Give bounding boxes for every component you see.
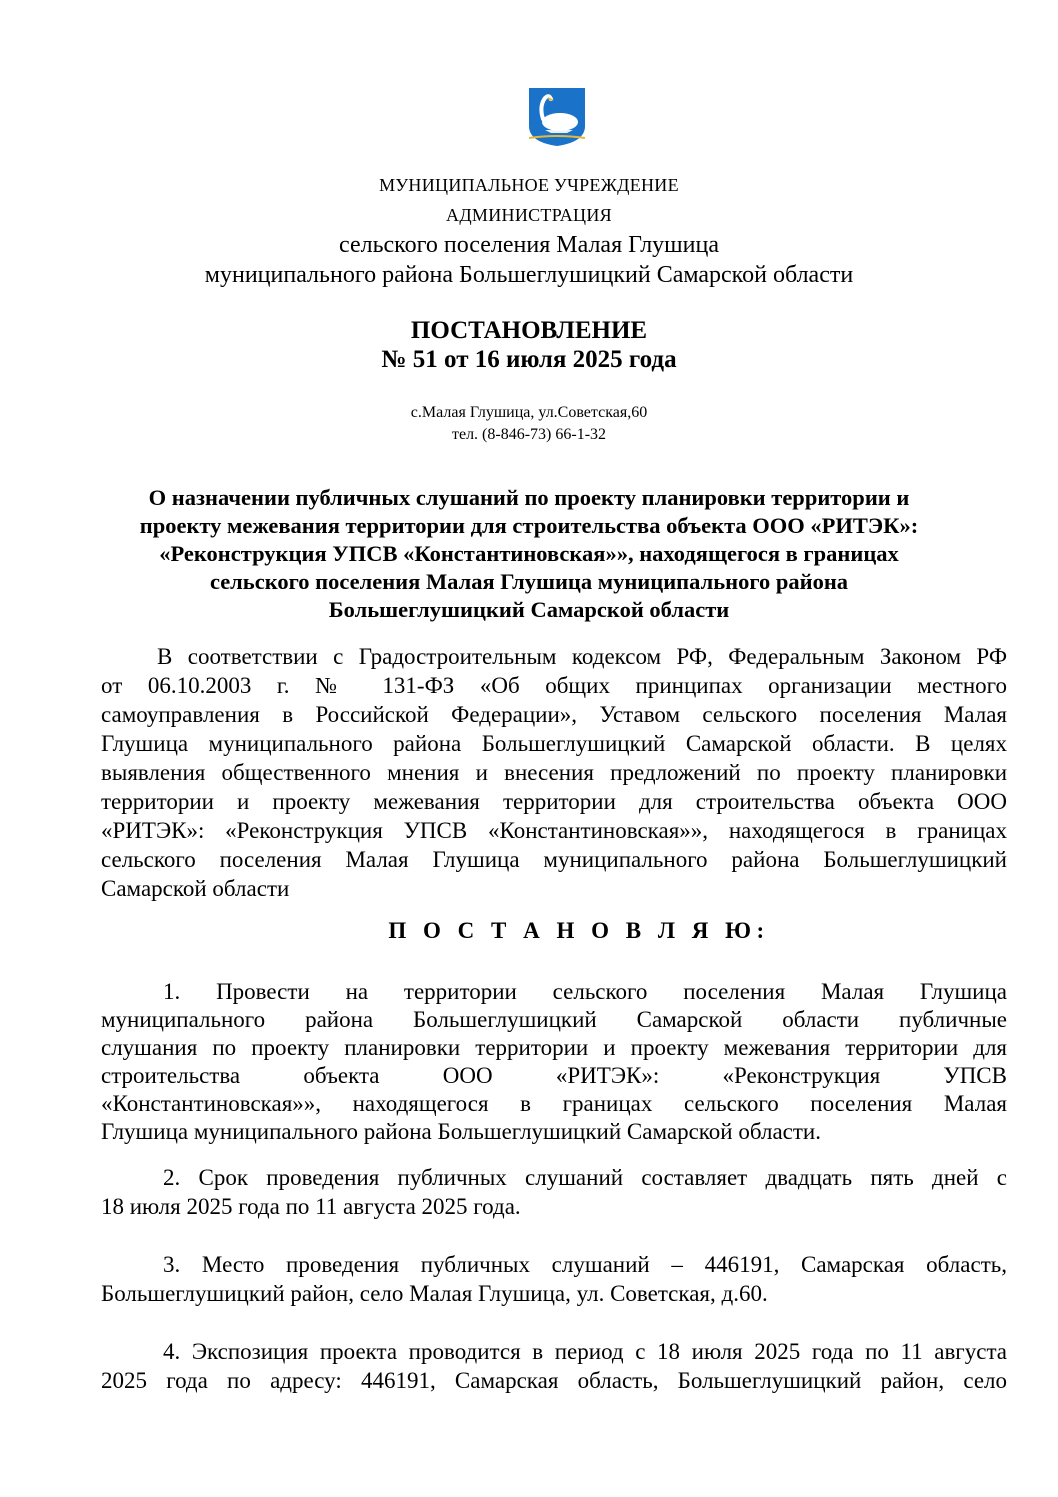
paragraph-line: 4. Экспозиция проекта проводится в период с 18 июля 2025 года по 11 августа <box>163 1339 1007 1364</box>
paragraph-line: В соответствии с Градостроительным кодексом РФ, Федеральным Законом РФ <box>157 644 1007 669</box>
paragraph-line: муниципального района Большеглушицкий Самарской области публичные <box>101 1007 1007 1032</box>
paragraph-line: Глушица муниципального района Большеглушицкий Самарской области. В целях <box>101 731 1007 756</box>
org-type-line: МУНИЦИПАЛЬНОЕ УЧРЕЖДЕНИЕ <box>379 175 679 195</box>
paragraph-line: от 06.10.2003 г. № 131-ФЗ «Об общих принципах организации местного <box>101 673 1007 698</box>
document-title: ПОСТАНОВЛЕНИЕ <box>410 317 648 344</box>
paragraph-line: 2. Срок проведения публичных слушаний составляет двадцать пять дней с <box>163 1165 1007 1190</box>
paragraph-line: выявления общественного мнения и внесения предложений по проекту планировки <box>101 760 1007 785</box>
subject-line: Большеглушицкий Самарской области <box>328 597 730 622</box>
paragraph-line: строительства объекта ООО «РИТЭК»: «Реконструкция УПСВ <box>101 1063 1007 1088</box>
paragraph-line: территории и проекту межевания территории для строительства объекта ООО <box>101 789 1007 814</box>
subject-line: «Реконструкция УПСВ «Константиновская»», находящегося в границах <box>159 541 899 566</box>
document-number-date: № 51 от 16 июля 2025 года <box>381 346 677 373</box>
paragraph-line: «РИТЭК»: «Реконструкция УПСВ «Константиновская»», находящегося в границах <box>101 818 1007 843</box>
paragraph-line: сельского поселения Малая Глушица муниципального района Большеглушицкий <box>101 847 1007 872</box>
paragraph-line: 18 июля 2025 года по 11 августа 2025 года. <box>101 1194 521 1219</box>
subject-line: проекту межевания территории для строительства объекта ООО «РИТЭК»: <box>139 513 919 538</box>
paragraph-line: Большеглушицкий район, село Малая Глушица, ул. Советская, д.60. <box>101 1281 768 1306</box>
paragraph-line: слушания по проекту планировки территории и проекту межевания территории для <box>101 1035 1007 1060</box>
paragraph-line: Самарской области <box>101 876 290 901</box>
phone-line: тел. (8-846-73) 66-1-32 <box>451 426 607 443</box>
coat-of-arms-emblem <box>527 86 587 148</box>
subject-line: О назначении публичных слушаний по проекту планировки территории и <box>148 485 910 510</box>
paragraph-line: 2025 года по адресу: 446191, Самарская область, Большеглушицкий район, село <box>101 1368 1007 1393</box>
paragraph-line: 1. Провести на территории сельского поселения Малая Глушица <box>163 979 1007 1004</box>
paragraph-line: «Константиновская»», находящегося в границах сельского поселения Малая <box>101 1091 1007 1116</box>
settlement-line: сельского поселения Малая Глушица <box>339 232 719 258</box>
resolve-heading: П О С Т А Н О В Л Я Ю: <box>388 918 770 943</box>
subject-line: сельского поселения Малая Глушица муниципального района <box>209 569 849 594</box>
paragraph-line: 3. Место проведения публичных слушаний – 446191, Самарская область, <box>163 1252 1007 1277</box>
district-line: муниципального района Большеглушицкий Самарской области <box>204 262 854 288</box>
org-name-line: АДМИНИСТРАЦИЯ <box>446 205 612 225</box>
address-line: с.Малая Глушица, ул.Советская,60 <box>410 404 648 421</box>
paragraph-line: самоуправления в Российской Федерации», Уставом сельского поселения Малая <box>101 702 1007 727</box>
paragraph-line: Глушица муниципального района Большеглушицкий Самарской области. <box>101 1119 821 1144</box>
